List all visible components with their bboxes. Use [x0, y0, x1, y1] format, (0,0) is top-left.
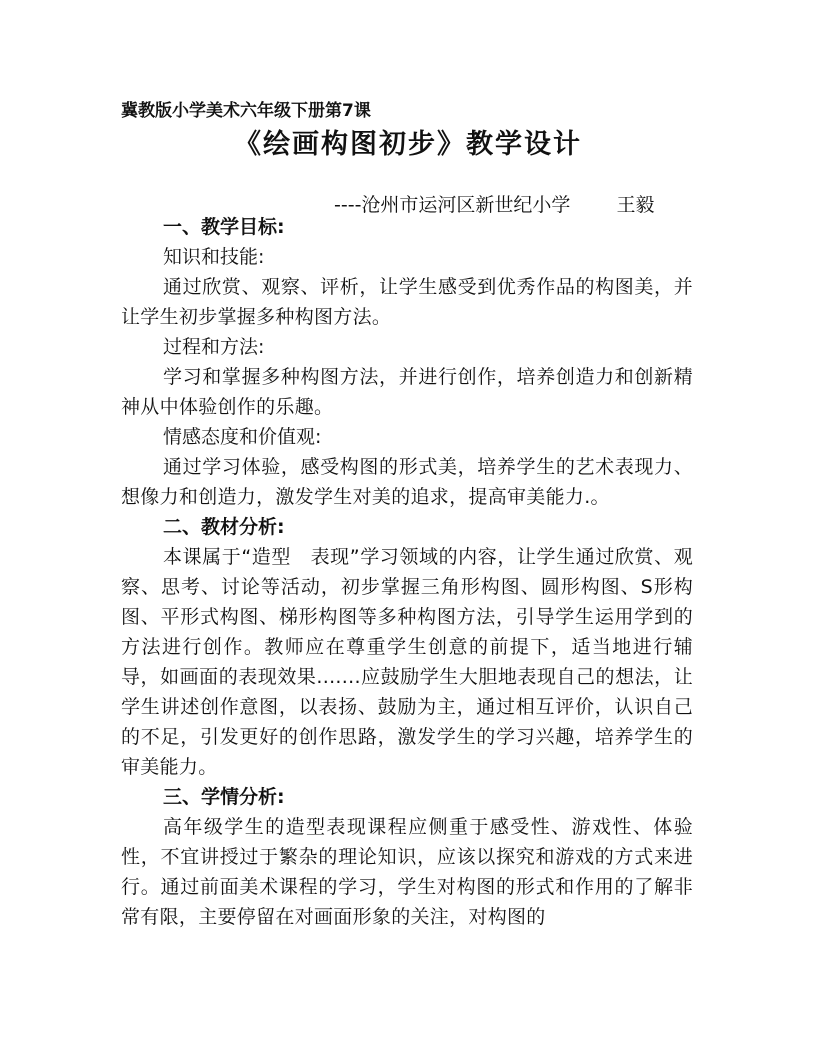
- course-line: 冀教版小学美术六年级下册第7课: [121, 101, 371, 121]
- author-name: 王毅: [616, 194, 655, 216]
- subheading-attitude: 情感态度和价值观:: [163, 426, 322, 448]
- section-heading-material: 二、教材分析:: [163, 516, 285, 538]
- document-body: [121, 212, 693, 932]
- section-heading-learners: 三、学情分析:: [163, 786, 285, 808]
- subheading-process: 过程和方法:: [163, 336, 265, 358]
- section-heading-objectives: 一、教学目标:: [163, 216, 285, 238]
- subheading-knowledge: 知识和技能:: [163, 246, 265, 268]
- paragraph-knowledge: 通过欣赏、观察、评析，让学生感受到优秀作品的构图美，并让学生初步掌握多种构图方法。: [121, 276, 693, 328]
- paragraph-attitude: 通过学习体验，感受构图的形式美，培养学生的艺术表现力、想像力和创造力，激发学生对美的追求，提高审美能力.。: [121, 456, 693, 508]
- paragraph-learners: 高年级学生的造型表现课程应侧重于感受性、游戏性、体验性，不宜讲授过于繁杂的理论知识，应该以探究和游戏的方式来进行。通过前面美术课程的学习，学生对构图的形式和作用的了解非常有限，主要停留在对画面形象的关注，对构图的: [121, 816, 693, 928]
- paragraph-process: 学习和掌握多种构图方法，并进行创作，培养创造力和创新精神从中体验创作的乐趣。: [121, 366, 693, 418]
- document-title: 《绘画构图初步》教学设计: [234, 129, 582, 160]
- paragraph-material: 本课属于“造型 表现”学习领域的内容，让学生通过欣赏、观察、思考、讨论等活动，初步掌握三角形构图、圆形构图、S形构图、平形式构图、梯形构图等多种构图方法，引导学生运用学到的方法进行创作。教师应在尊重学生创意的前提下，适当地进行辅导，如画面的表现效果.......应鼓励学生大胆地表现自己的想法，让学生讲述创作意图，以表扬、鼓励为主，通过相互评价，认识自己的不足，引发更好的创作思路，激发学生的学习兴趣，培养学生的审美能力。: [121, 546, 693, 778]
- author-school: ----沧州市运河区新世纪小学: [334, 194, 571, 216]
